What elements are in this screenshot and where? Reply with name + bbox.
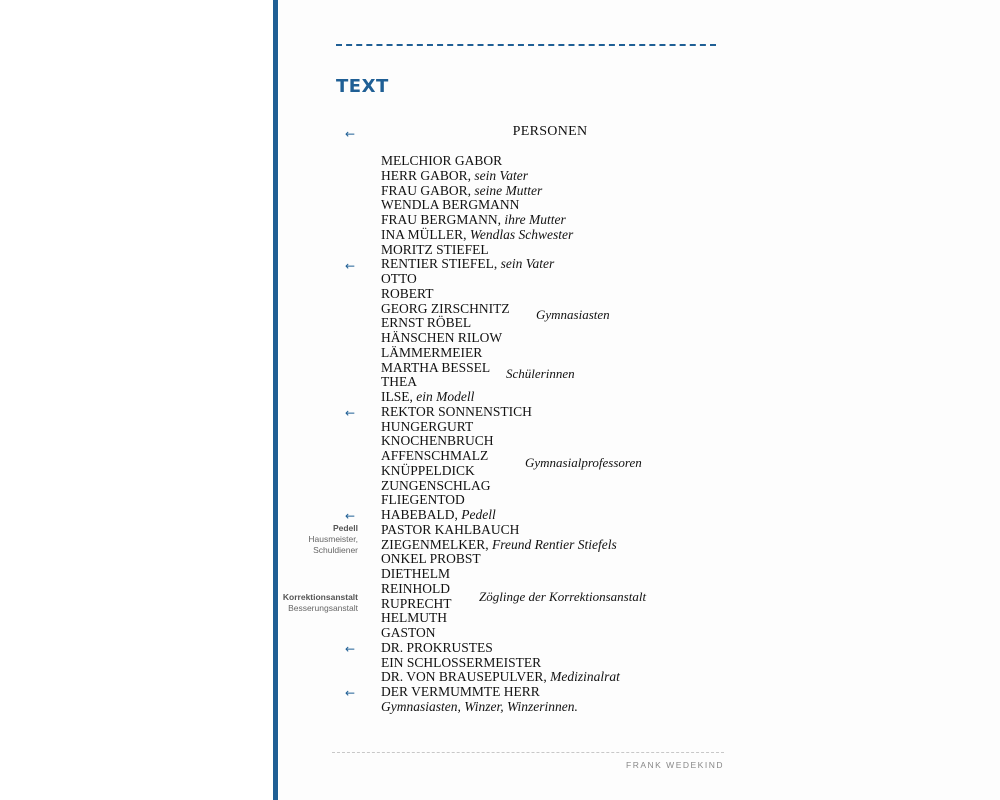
role-name: WENDLA BERGMANN	[381, 197, 520, 213]
gloss-meaning: Schuldiener	[313, 545, 358, 555]
role-name: ILSE,	[381, 389, 413, 404]
role-name: ONKEL PROBST	[381, 551, 481, 567]
section-title: TEXT	[336, 76, 389, 97]
role-name: DR. PROKRUSTES	[381, 639, 493, 655]
cast-row	[381, 243, 620, 258]
cast-row	[381, 538, 620, 553]
cast-row	[381, 567, 620, 582]
role-name: DIETHELM	[381, 566, 450, 581]
role-name: ZUNGENSCHLAG	[381, 477, 491, 493]
cast-row	[381, 641, 620, 656]
role-name: FRAU GABOR,	[381, 182, 472, 198]
cast-list	[381, 154, 620, 715]
role-name: MARTHA BESSEL	[381, 359, 491, 375]
cast-row	[381, 228, 620, 243]
top-dashed-rule	[336, 44, 716, 46]
role-name: PASTOR KAHLBAUCH	[381, 521, 520, 537]
gloss-term: Pedell	[332, 523, 358, 533]
group-label-gymnasiasten: Gymnasiasten	[536, 307, 610, 322]
role-name: REINHOLD	[381, 580, 450, 596]
arrow-icon[interactable]: ←	[345, 642, 356, 656]
role-name: ZIEGENMELKER,	[381, 536, 489, 552]
role-description: ihre Mutter	[504, 212, 566, 227]
role-description: ein Modell	[416, 389, 475, 404]
cast-row	[381, 257, 620, 272]
role-name: HÄNSCHEN RILOW	[381, 330, 503, 345]
gloss-meaning: Hausmeister,	[308, 534, 358, 544]
role-name: DR. VON BRAUSEPULVER,	[381, 669, 547, 685]
role-name: LÄMMERMEIER	[381, 344, 483, 360]
cast-row	[381, 169, 620, 184]
role-name: MORITZ STIEFEL	[381, 241, 489, 257]
cast-row	[381, 405, 620, 420]
cast-row	[381, 626, 620, 641]
cast-row	[381, 213, 620, 228]
gloss-pedell	[308, 523, 358, 556]
role-name: AFFENSCHMALZ	[381, 448, 489, 463]
role-name: HELMUTH	[381, 610, 447, 626]
role-name: GASTON	[381, 625, 436, 640]
cast-row	[381, 700, 620, 715]
cast-row	[381, 375, 620, 390]
cast-row	[381, 287, 620, 302]
cast-row	[381, 154, 620, 169]
cast-row	[381, 331, 620, 346]
cast-row	[381, 523, 620, 538]
role-name: DER VERMUMMTE HERR	[381, 684, 540, 699]
role-name: HUNGERGURT	[381, 418, 474, 434]
role-name: HERR GABOR,	[381, 167, 472, 183]
role-name: GEORG ZIRSCHNITZ	[381, 300, 510, 316]
arrow-icon[interactable]: ←	[345, 686, 356, 700]
role-name: REKTOR SONNENSTICH	[381, 403, 532, 419]
cast-row	[381, 670, 620, 685]
cast-row	[381, 611, 620, 626]
role-description: Freund Rentier Stiefels	[491, 536, 617, 552]
group-label-schuelerinnen: Schülerinnen	[506, 366, 575, 381]
group-label-professoren: Gymnasialprofessoren	[525, 455, 642, 470]
role-name: FLIEGENTOD	[381, 492, 465, 508]
role-name: ROBERT	[381, 285, 434, 301]
arrow-icon[interactable]: ←	[345, 509, 356, 523]
cast-row	[381, 361, 620, 376]
cast-row	[381, 346, 620, 361]
role-name: RUPRECHT	[381, 595, 452, 611]
arrow-icon[interactable]: ←	[345, 259, 356, 273]
cast-row	[381, 198, 620, 213]
role-description: sein Vater	[474, 167, 529, 183]
role-description: Medizinalrat	[550, 669, 620, 685]
arrow-icon[interactable]: ←	[345, 127, 356, 141]
cast-row	[381, 420, 620, 435]
gloss-meaning: Besserungsanstalt	[288, 603, 358, 613]
cast-row	[381, 508, 620, 523]
cast-row	[381, 434, 620, 449]
cast-row	[381, 479, 620, 494]
cast-heading: PERSONEN	[512, 124, 588, 139]
role-description: Gymnasiasten, Winzer, Winzerinnen.	[381, 698, 578, 714]
cast-row	[381, 184, 620, 199]
cast-row	[381, 493, 620, 508]
role-description: Pedell	[461, 507, 496, 522]
role-description: sein Vater	[500, 256, 555, 272]
gloss-term: Korrektionsanstalt	[282, 592, 358, 602]
role-name: EIN SCHLOSSERMEISTER	[381, 654, 542, 670]
cast-row	[381, 656, 620, 671]
role-name: OTTO	[381, 271, 417, 286]
bottom-dashed-rule	[332, 752, 724, 753]
role-name: KNOCHENBRUCH	[381, 433, 494, 449]
role-name: THEA	[381, 374, 417, 390]
gloss-korrektionsanstalt	[283, 592, 358, 614]
role-description: Wendlas Schwester	[469, 226, 574, 242]
role-description: seine Mutter	[474, 182, 543, 198]
role-name: ERNST RÖBEL	[381, 315, 472, 331]
role-name: MELCHIOR GABOR	[381, 153, 503, 168]
margin-rule	[273, 0, 278, 800]
footer-author: FRANK WEDEKIND	[626, 760, 724, 770]
role-name: KNÜPPELDICK	[381, 462, 475, 478]
cast-row	[381, 685, 620, 700]
cast-row	[381, 390, 620, 405]
role-name: INA MÜLLER,	[381, 226, 467, 242]
role-name: RENTIER STIEFEL,	[381, 256, 498, 272]
group-label-zoeglinge: Zöglinge der Korrektionsanstalt	[479, 589, 647, 604]
cast-row	[381, 272, 620, 287]
role-name: HABEBALD,	[381, 507, 458, 522]
role-name: FRAU BERGMANN,	[381, 212, 502, 227]
cast-row	[381, 552, 620, 567]
arrow-icon[interactable]: ←	[345, 406, 356, 420]
